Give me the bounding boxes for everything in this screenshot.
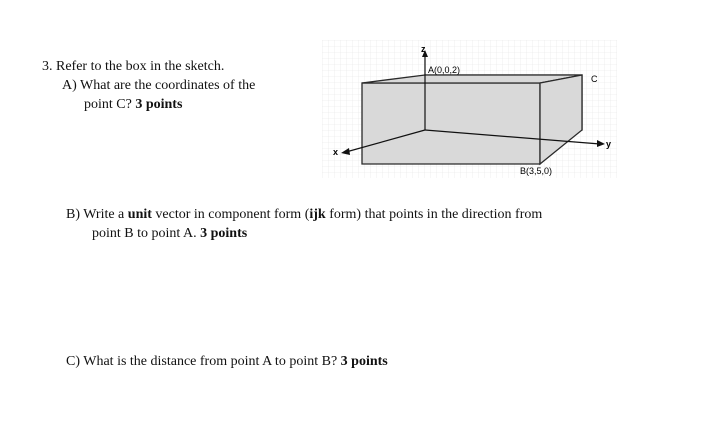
point-b-label: B(3,5,0) [520,166,553,176]
question-3-intro [42,57,224,76]
box-sketch [322,40,617,178]
question-b-points: 3 points [200,226,248,241]
question-b-line-2 [92,224,247,243]
question-b-line-2-text: point B to point A. [92,226,197,241]
question-number: 3. [42,59,53,74]
question-b-text-1: Write a [83,207,125,222]
part-a-line-2 [84,95,182,114]
question-intro-text: Refer to the box in the sketch. [56,59,225,74]
part-a-text: point C? [84,97,132,112]
question-b-unit-word: unit [127,207,152,222]
question-c [66,352,388,371]
question-b-line-1 [66,205,542,224]
question-c-label: C) [66,354,80,369]
part-a-points: 3 points [135,97,183,112]
part-a-line-1: A) What are the coordinates of the [62,78,256,93]
box-front-face [362,83,540,164]
point-c-label: C [591,74,598,84]
question-b-ijk-word: ijk [309,207,326,222]
y-axis-label: y [606,139,612,149]
point-a-label: A(0,0,2) [428,65,461,75]
question-b-text-2: vector in component form ( [155,207,310,222]
question-c-text: What is the distance from point A to point B? [83,354,338,369]
z-axis-label: z [421,44,426,54]
x-axis-label: x [333,147,339,157]
question-b-label: B) [66,207,80,222]
question-b-text-3: form) that points in the direction from [329,207,543,222]
question-c-points: 3 points [340,354,388,369]
